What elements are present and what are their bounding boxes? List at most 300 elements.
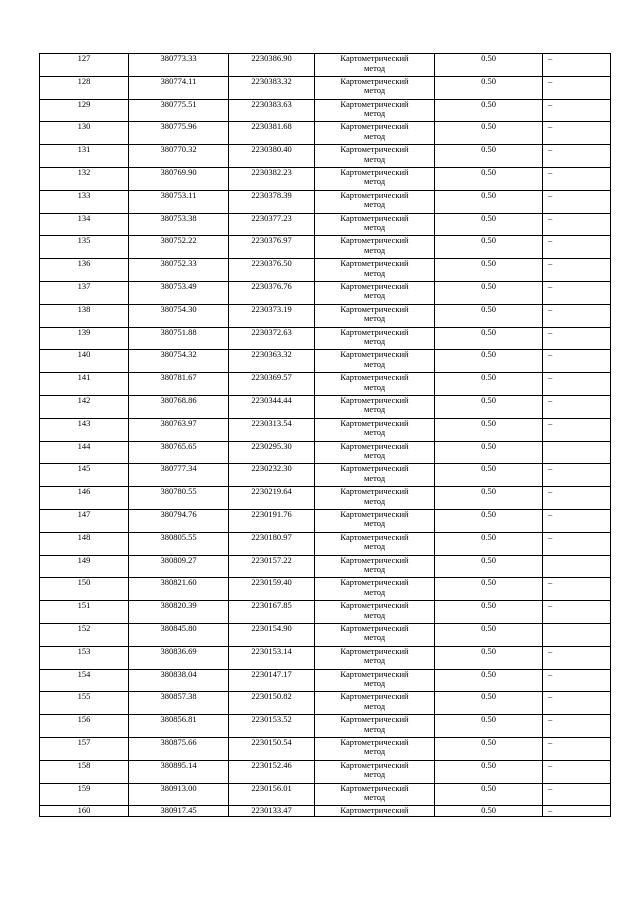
point-number-cell: 148 bbox=[40, 532, 129, 555]
method-text-line: Картометрический bbox=[340, 53, 409, 63]
method-text-line: метод bbox=[363, 62, 386, 73]
point-number-cell: 127 bbox=[40, 54, 129, 77]
point-number-cell: 150 bbox=[40, 578, 129, 601]
x-coordinate-cell: 380845.80 bbox=[129, 623, 229, 646]
method-cell bbox=[315, 350, 435, 373]
description-cell: – bbox=[543, 601, 611, 624]
method-text-line: Картометрический bbox=[340, 144, 409, 155]
accuracy-cell: 0.50 bbox=[435, 145, 543, 168]
table-row bbox=[40, 236, 611, 259]
y-coordinate-cell: 2230313.54 bbox=[229, 418, 315, 441]
description-cell: – bbox=[543, 281, 611, 304]
method-text-line: Картометрический bbox=[340, 121, 409, 132]
accuracy-cell: 0.50 bbox=[435, 487, 543, 510]
y-coordinate-cell: 2230377.23 bbox=[229, 213, 315, 236]
point-number-cell: 143 bbox=[40, 418, 129, 441]
point-number-cell: 133 bbox=[40, 190, 129, 213]
x-coordinate-cell: 380857.38 bbox=[129, 692, 229, 715]
description-cell bbox=[543, 623, 611, 646]
method-cell bbox=[315, 167, 435, 190]
table-row bbox=[40, 373, 611, 396]
description-cell: – bbox=[543, 532, 611, 555]
accuracy-cell: 0.50 bbox=[435, 76, 543, 99]
y-coordinate-cell: 2230153.14 bbox=[229, 646, 315, 669]
y-coordinate-cell: 2230378.39 bbox=[229, 190, 315, 213]
x-coordinate-cell: 380777.34 bbox=[129, 464, 229, 487]
method-text-line: метод bbox=[363, 313, 386, 324]
method-text-line: Картометрический bbox=[340, 304, 409, 314]
method-cell bbox=[315, 304, 435, 327]
method-cell bbox=[315, 122, 435, 145]
description-cell: – bbox=[543, 190, 611, 213]
method-text-line: метод bbox=[363, 85, 386, 96]
method-text-line: метод bbox=[363, 222, 386, 233]
accuracy-cell: 0.50 bbox=[435, 555, 543, 578]
table-row bbox=[40, 54, 611, 77]
description-cell: – bbox=[543, 783, 611, 806]
method-text-line: метод bbox=[363, 655, 386, 666]
description-cell: – bbox=[543, 236, 611, 259]
method-text-line: метод bbox=[363, 678, 386, 689]
accuracy-cell: 0.50 bbox=[435, 373, 543, 396]
description-cell: – bbox=[543, 259, 611, 282]
method-cell bbox=[315, 646, 435, 669]
method-text-line: Картометрический bbox=[340, 167, 409, 177]
method-cell bbox=[315, 327, 435, 350]
table-row bbox=[40, 190, 611, 213]
accuracy-cell: 0.50 bbox=[435, 646, 543, 669]
method-cell bbox=[315, 190, 435, 213]
method-text-line: метод bbox=[363, 290, 386, 301]
description-cell: – bbox=[543, 464, 611, 487]
table-row bbox=[40, 669, 611, 692]
method-text-line: метод bbox=[363, 244, 386, 255]
y-coordinate-cell: 2230156.01 bbox=[229, 783, 315, 806]
point-number-cell: 135 bbox=[40, 236, 129, 259]
method-text-line: Картометрический bbox=[340, 418, 409, 428]
document-page bbox=[39, 53, 610, 817]
table-row bbox=[40, 441, 611, 464]
table-row bbox=[40, 555, 611, 578]
accuracy-cell: 0.50 bbox=[435, 350, 543, 373]
y-coordinate-cell: 2230295.30 bbox=[229, 441, 315, 464]
x-coordinate-cell: 380773.33 bbox=[129, 54, 229, 77]
y-coordinate-cell: 2230344.44 bbox=[229, 395, 315, 418]
accuracy-cell: 0.50 bbox=[435, 190, 543, 213]
method-text-line: метод bbox=[363, 495, 386, 506]
accuracy-cell: 0.50 bbox=[435, 327, 543, 350]
accuracy-cell: 0.50 bbox=[435, 418, 543, 441]
x-coordinate-cell: 380838.04 bbox=[129, 669, 229, 692]
x-coordinate-cell: 380768.86 bbox=[129, 395, 229, 418]
method-cell bbox=[315, 623, 435, 646]
table-row bbox=[40, 760, 611, 783]
method-cell bbox=[315, 259, 435, 282]
accuracy-cell: 0.50 bbox=[435, 281, 543, 304]
coordinates-table bbox=[39, 53, 611, 817]
method-cell bbox=[315, 669, 435, 692]
method-text-line: Картометрический bbox=[340, 509, 409, 519]
point-number-cell: 144 bbox=[40, 441, 129, 464]
description-cell: – bbox=[543, 99, 611, 122]
table-row bbox=[40, 532, 611, 555]
x-coordinate-cell: 380753.49 bbox=[129, 281, 229, 304]
y-coordinate-cell: 2230219.64 bbox=[229, 487, 315, 510]
point-number-cell: 137 bbox=[40, 281, 129, 304]
method-text-line: Картометрический bbox=[340, 669, 409, 679]
method-text-line: Картометрический bbox=[340, 235, 409, 246]
point-number-cell: 153 bbox=[40, 646, 129, 669]
method-text-line: метод bbox=[363, 358, 386, 369]
description-cell bbox=[543, 441, 611, 464]
point-number-cell: 131 bbox=[40, 145, 129, 168]
x-coordinate-cell: 380895.14 bbox=[129, 760, 229, 783]
y-coordinate-cell: 2230232.30 bbox=[229, 464, 315, 487]
x-coordinate-cell: 380765.65 bbox=[129, 441, 229, 464]
method-text-line: метод bbox=[363, 541, 386, 552]
method-cell bbox=[315, 715, 435, 738]
y-coordinate-cell: 2230381.68 bbox=[229, 122, 315, 145]
method-text-line: Картометрический bbox=[340, 327, 409, 337]
accuracy-cell: 0.50 bbox=[435, 54, 543, 77]
x-coordinate-cell: 380775.96 bbox=[129, 122, 229, 145]
description-cell: – bbox=[543, 646, 611, 669]
accuracy-cell: 0.50 bbox=[435, 236, 543, 259]
accuracy-cell: 0.50 bbox=[435, 441, 543, 464]
method-text-line: Картометрический bbox=[340, 99, 409, 109]
method-text-line: метод bbox=[363, 564, 386, 575]
method-cell bbox=[315, 783, 435, 806]
method-text-line: Картометрический bbox=[340, 555, 409, 565]
method-text-line: Картометрический bbox=[340, 441, 409, 451]
point-number-cell: 160 bbox=[40, 806, 129, 817]
method-text-line: Картометрический bbox=[340, 691, 409, 702]
accuracy-cell: 0.50 bbox=[435, 623, 543, 646]
method-text-line: метод bbox=[363, 404, 386, 415]
description-cell bbox=[543, 555, 611, 578]
x-coordinate-cell: 380913.00 bbox=[129, 783, 229, 806]
method-cell bbox=[315, 281, 435, 304]
method-text-line: метод bbox=[363, 609, 386, 620]
table-row bbox=[40, 76, 611, 99]
y-coordinate-cell: 2230180.97 bbox=[229, 532, 315, 555]
y-coordinate-cell: 2230154.90 bbox=[229, 623, 315, 646]
y-coordinate-cell: 2230386.90 bbox=[229, 54, 315, 77]
method-text-line: Картометрический bbox=[340, 281, 409, 291]
point-number-cell: 155 bbox=[40, 692, 129, 715]
accuracy-cell: 0.50 bbox=[435, 532, 543, 555]
x-coordinate-cell: 380917.45 bbox=[129, 806, 229, 817]
method-text-line: Картометрический bbox=[340, 486, 409, 497]
accuracy-cell: 0.50 bbox=[435, 464, 543, 487]
x-coordinate-cell: 380875.66 bbox=[129, 737, 229, 760]
method-cell bbox=[315, 760, 435, 783]
point-number-cell: 138 bbox=[40, 304, 129, 327]
method-text-line: Картометрический bbox=[340, 714, 409, 725]
y-coordinate-cell: 2230373.19 bbox=[229, 304, 315, 327]
method-text-line: метод bbox=[363, 130, 386, 141]
description-cell: – bbox=[543, 692, 611, 715]
x-coordinate-cell: 380770.32 bbox=[129, 145, 229, 168]
description-cell: – bbox=[543, 54, 611, 77]
y-coordinate-cell: 2230383.32 bbox=[229, 76, 315, 99]
method-cell bbox=[315, 692, 435, 715]
accuracy-cell: 0.50 bbox=[435, 783, 543, 806]
description-cell: – bbox=[543, 213, 611, 236]
x-coordinate-cell: 380809.27 bbox=[129, 555, 229, 578]
method-cell bbox=[315, 441, 435, 464]
accuracy-cell: 0.50 bbox=[435, 509, 543, 532]
y-coordinate-cell: 2230369.57 bbox=[229, 373, 315, 396]
method-text-line: Картометрический bbox=[340, 532, 409, 542]
y-coordinate-cell: 2230147.17 bbox=[229, 669, 315, 692]
accuracy-cell: 0.50 bbox=[435, 806, 543, 817]
x-coordinate-cell: 380769.90 bbox=[129, 167, 229, 190]
table-row bbox=[40, 259, 611, 282]
y-coordinate-cell: 2230380.40 bbox=[229, 145, 315, 168]
y-coordinate-cell: 2230372.63 bbox=[229, 327, 315, 350]
method-text-line: метод bbox=[363, 792, 386, 802]
x-coordinate-cell: 380774.11 bbox=[129, 76, 229, 99]
description-cell: – bbox=[543, 327, 611, 350]
table-row bbox=[40, 418, 611, 441]
accuracy-cell: 0.50 bbox=[435, 669, 543, 692]
table-body bbox=[40, 54, 611, 817]
table-row bbox=[40, 737, 611, 760]
table-row bbox=[40, 122, 611, 145]
description-cell: – bbox=[543, 304, 611, 327]
method-text-line: Картометрический bbox=[340, 190, 409, 200]
method-text-line: Картометрический bbox=[340, 395, 409, 405]
method-cell bbox=[315, 213, 435, 236]
description-cell: – bbox=[543, 487, 611, 510]
table-row bbox=[40, 783, 611, 806]
method-cell bbox=[315, 145, 435, 168]
point-number-cell: 158 bbox=[40, 760, 129, 783]
x-coordinate-cell: 380781.67 bbox=[129, 373, 229, 396]
method-cell bbox=[315, 418, 435, 441]
table-row bbox=[40, 145, 611, 168]
table-row bbox=[40, 395, 611, 418]
method-text-line: Картометрический bbox=[340, 737, 409, 747]
method-cell bbox=[315, 99, 435, 122]
x-coordinate-cell: 380820.39 bbox=[129, 601, 229, 624]
method-text-line: Картометрический bbox=[340, 760, 409, 770]
y-coordinate-cell: 2230376.76 bbox=[229, 281, 315, 304]
point-number-cell: 132 bbox=[40, 167, 129, 190]
method-text-line: Картометрический bbox=[340, 577, 409, 588]
method-text-line: Картометрический bbox=[340, 213, 409, 223]
y-coordinate-cell: 2230382.23 bbox=[229, 167, 315, 190]
method-cell bbox=[315, 464, 435, 487]
table-row bbox=[40, 509, 611, 532]
point-number-cell: 152 bbox=[40, 623, 129, 646]
description-cell: – bbox=[543, 122, 611, 145]
method-text-line: метод bbox=[363, 723, 386, 734]
y-coordinate-cell: 2230150.82 bbox=[229, 692, 315, 715]
method-cell bbox=[315, 373, 435, 396]
method-cell bbox=[315, 578, 435, 601]
description-cell: – bbox=[543, 395, 611, 418]
x-coordinate-cell: 380805.55 bbox=[129, 532, 229, 555]
x-coordinate-cell: 380753.38 bbox=[129, 213, 229, 236]
table-row bbox=[40, 281, 611, 304]
description-cell: – bbox=[543, 76, 611, 99]
y-coordinate-cell: 2230363.32 bbox=[229, 350, 315, 373]
point-number-cell: 156 bbox=[40, 715, 129, 738]
method-text-line: Картометрический bbox=[340, 600, 409, 611]
description-cell: – bbox=[543, 806, 611, 817]
x-coordinate-cell: 380775.51 bbox=[129, 99, 229, 122]
y-coordinate-cell: 2230191.76 bbox=[229, 509, 315, 532]
method-cell bbox=[315, 532, 435, 555]
method-text-line: метод bbox=[363, 632, 386, 643]
method-cell bbox=[315, 487, 435, 510]
point-number-cell: 128 bbox=[40, 76, 129, 99]
accuracy-cell: 0.50 bbox=[435, 167, 543, 190]
table-row bbox=[40, 601, 611, 624]
method-cell bbox=[315, 601, 435, 624]
y-coordinate-cell: 2230153.52 bbox=[229, 715, 315, 738]
method-cell bbox=[315, 509, 435, 532]
x-coordinate-cell: 380752.33 bbox=[129, 259, 229, 282]
table-row bbox=[40, 487, 611, 510]
table-row bbox=[40, 715, 611, 738]
method-text-line: метод bbox=[363, 450, 386, 461]
table-row bbox=[40, 304, 611, 327]
point-number-cell: 147 bbox=[40, 509, 129, 532]
y-coordinate-cell: 2230152.46 bbox=[229, 760, 315, 783]
y-coordinate-cell: 2230376.50 bbox=[229, 259, 315, 282]
method-text-line: метод bbox=[363, 176, 386, 187]
description-cell: – bbox=[543, 760, 611, 783]
method-cell bbox=[315, 54, 435, 77]
method-text-line: метод bbox=[363, 427, 386, 438]
point-number-cell: 159 bbox=[40, 783, 129, 806]
method-text-line: метод bbox=[363, 769, 386, 780]
point-number-cell: 136 bbox=[40, 259, 129, 282]
point-number-cell: 157 bbox=[40, 737, 129, 760]
point-number-cell: 134 bbox=[40, 213, 129, 236]
x-coordinate-cell: 380821.60 bbox=[129, 578, 229, 601]
accuracy-cell: 0.50 bbox=[435, 715, 543, 738]
accuracy-cell: 0.50 bbox=[435, 601, 543, 624]
point-number-cell: 130 bbox=[40, 122, 129, 145]
x-coordinate-cell: 380754.32 bbox=[129, 350, 229, 373]
method-text-line: метод bbox=[363, 153, 386, 164]
description-cell: – bbox=[543, 418, 611, 441]
method-text-line: метод bbox=[363, 336, 386, 347]
point-number-cell: 140 bbox=[40, 350, 129, 373]
method-text-line: метод bbox=[363, 746, 386, 757]
method-text-line: метод bbox=[363, 700, 386, 711]
accuracy-cell: 0.50 bbox=[435, 692, 543, 715]
method-text-line: Картометрический bbox=[340, 372, 409, 383]
accuracy-cell: 0.50 bbox=[435, 304, 543, 327]
method-text-line: метод bbox=[363, 267, 386, 278]
y-coordinate-cell: 2230167.85 bbox=[229, 601, 315, 624]
method-text-line: Картометрический bbox=[340, 76, 409, 86]
point-number-cell: 146 bbox=[40, 487, 129, 510]
table-row bbox=[40, 464, 611, 487]
table-row bbox=[40, 167, 611, 190]
accuracy-cell: 0.50 bbox=[435, 122, 543, 145]
point-number-cell: 151 bbox=[40, 601, 129, 624]
x-coordinate-cell: 380794.76 bbox=[129, 509, 229, 532]
accuracy-cell: 0.50 bbox=[435, 737, 543, 760]
method-cell bbox=[315, 76, 435, 99]
accuracy-cell: 0.50 bbox=[435, 395, 543, 418]
point-number-cell: 139 bbox=[40, 327, 129, 350]
method-cell bbox=[315, 737, 435, 760]
accuracy-cell: 0.50 bbox=[435, 760, 543, 783]
table-row bbox=[40, 623, 611, 646]
accuracy-cell: 0.50 bbox=[435, 99, 543, 122]
y-coordinate-cell: 2230159.40 bbox=[229, 578, 315, 601]
description-cell: – bbox=[543, 578, 611, 601]
table-row bbox=[40, 99, 611, 122]
method-text-line: Картометрический bbox=[340, 646, 409, 656]
description-cell: – bbox=[543, 737, 611, 760]
x-coordinate-cell: 380836.69 bbox=[129, 646, 229, 669]
y-coordinate-cell: 2230150.54 bbox=[229, 737, 315, 760]
accuracy-cell: 0.50 bbox=[435, 578, 543, 601]
method-text-line: метод bbox=[363, 472, 386, 483]
table-row bbox=[40, 646, 611, 669]
description-cell: – bbox=[543, 167, 611, 190]
method-text-line: Картометрический bbox=[340, 783, 409, 793]
point-number-cell: 129 bbox=[40, 99, 129, 122]
x-coordinate-cell: 380753.11 bbox=[129, 190, 229, 213]
method-text-line: метод bbox=[363, 518, 386, 529]
point-number-cell: 141 bbox=[40, 373, 129, 396]
method-text-line: метод bbox=[363, 108, 386, 119]
y-coordinate-cell: 2230133.47 bbox=[229, 806, 315, 817]
table-row bbox=[40, 213, 611, 236]
y-coordinate-cell: 2230383.63 bbox=[229, 99, 315, 122]
y-coordinate-cell: 2230376.97 bbox=[229, 236, 315, 259]
description-cell: – bbox=[543, 715, 611, 738]
point-number-cell: 142 bbox=[40, 395, 129, 418]
x-coordinate-cell: 380856.81 bbox=[129, 715, 229, 738]
table-row bbox=[40, 806, 611, 817]
x-coordinate-cell: 380754.30 bbox=[129, 304, 229, 327]
description-cell: – bbox=[543, 350, 611, 373]
table-row bbox=[40, 350, 611, 373]
method-text-line: Картометрический bbox=[340, 623, 409, 633]
method-cell bbox=[315, 806, 435, 817]
point-number-cell: 154 bbox=[40, 669, 129, 692]
description-cell: – bbox=[543, 669, 611, 692]
x-coordinate-cell: 380751.88 bbox=[129, 327, 229, 350]
method-text-line: Картометрический bbox=[340, 805, 409, 816]
table-row bbox=[40, 578, 611, 601]
point-number-cell: 149 bbox=[40, 555, 129, 578]
method-text-line: Картометрический bbox=[340, 463, 409, 474]
x-coordinate-cell: 380780.55 bbox=[129, 487, 229, 510]
point-number-cell: 145 bbox=[40, 464, 129, 487]
method-text-line: Картометрический bbox=[340, 258, 409, 269]
x-coordinate-cell: 380763.97 bbox=[129, 418, 229, 441]
table-row bbox=[40, 692, 611, 715]
method-text-line: метод bbox=[363, 586, 386, 597]
description-cell: – bbox=[543, 145, 611, 168]
method-cell bbox=[315, 395, 435, 418]
method-text-line: Картометрический bbox=[340, 349, 409, 360]
description-cell: – bbox=[543, 509, 611, 532]
method-cell bbox=[315, 555, 435, 578]
description-cell: – bbox=[543, 373, 611, 396]
